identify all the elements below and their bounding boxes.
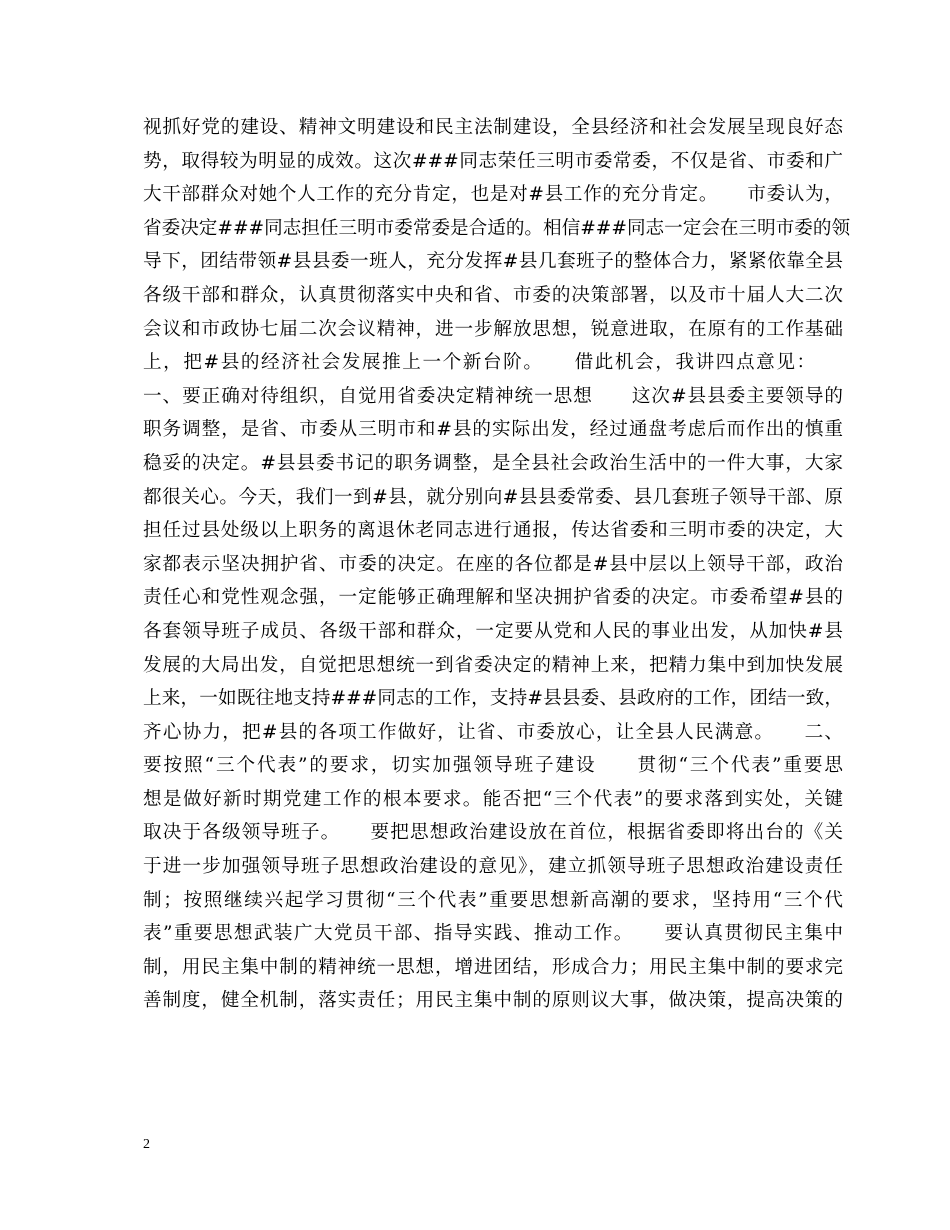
text-line: 省委决定###同志担任三明市委常委是合适的。相信###同志一定会在三明市委的领	[143, 217, 851, 239]
text-line: 一、要正确对待组织，自觉用省委决定精神统一思想 这次#县县委主要领导的	[143, 385, 843, 407]
text-line: 大干部群众对她个人工作的充分肯定，也是对#县工作的充分肯定。 市委认为，	[143, 184, 843, 206]
text-line: 善制度，健全机制，落实责任；用民主集中制的原则议大事，做决策，提高决策的	[143, 990, 843, 1012]
text-line: 表”重要思想武装广大党员干部、指导实践、推动工作。 要认真贯彻民主集中	[143, 923, 843, 945]
body-text	[143, 111, 851, 1018]
text-line: 责任心和党性观念强，一定能够正确理解和坚决拥护省委的决定。市委希望#县的	[143, 587, 843, 609]
text-line: 发展的大局出发，自觉把思想统一到省委决定的精神上来，把精力集中到加快发展	[143, 654, 843, 676]
text-line: 稳妥的决定。#县县委书记的职务调整，是全县社会政治生活中的一件大事，大家	[143, 452, 843, 474]
text-line: 都很关心。今天，我们一到#县，就分别向#县县委常委、县几套班子领导干部、原	[143, 486, 843, 508]
text-line: 要按照“三个代表”的要求，切实加强领导班子建设 贯彻“三个代表”重要思	[143, 755, 843, 777]
text-line: 视抓好党的建设、精神文明建设和民主法制建设，全县经济和社会发展呈现良好态	[143, 117, 843, 138]
text-line: 齐心协力，把#县的各项工作做好，让省、市委放心，让全县人民满意。 二、	[143, 721, 843, 743]
text-line: 想是做好新时期党建工作的根本要求。能否把“三个代表”的要求落到实处，关键	[143, 788, 843, 810]
text-line: 担任过县处级以上职务的离退休老同志进行通报，传达省委和三明市委的决定，大	[143, 520, 843, 542]
text-line: 上，把#县的经济社会发展推上一个新台阶。 借此机会，我讲四点意见：	[143, 352, 843, 374]
text-line: 各套领导班子成员、各级干部和群众，一定要从党和人民的事业出发，从加快#县	[143, 620, 843, 642]
text-line: 会议和市政协七届二次会议精神，进一步解放思想，锐意进取，在原有的工作基础	[143, 318, 843, 340]
text-line: 势，取得较为明显的成效。这次###同志荣任三明市委常委，不仅是省、市委和广	[143, 150, 843, 172]
page-number: 2	[143, 1137, 150, 1152]
text-line: 各级干部和群众，认真贯彻落实中央和省、市委的决策部署，以及市十届人大二次	[143, 284, 843, 306]
text-line: 导下，团结带领#县县委一班人，充分发挥#县几套班子的整体合力，紧紧依靠全县	[143, 251, 843, 273]
text-line: 取决于各级领导班子。 要把思想政治建设放在首位，根据省委即将出台的《关	[143, 822, 843, 844]
text-line: 于进一步加强领导班子思想政治建设的意见》，建立抓领导班子思想政治建设责任	[143, 856, 843, 878]
text-line: 上来，一如既往地支持###同志的工作，支持#县县委、县政府的工作，团结一致，	[143, 688, 843, 710]
text-line: 制，用民主集中制的精神统一思想，增进团结，形成合力；用民主集中制的要求完	[143, 956, 843, 978]
text-line: 职务调整，是省、市委从三明市和#县的实际出发，经过通盘考虑后而作出的慎重	[143, 419, 843, 441]
text-line: 家都表示坚决拥护省、市委的决定。在座的各位都是#县中层以上领导干部，政治	[143, 553, 843, 575]
text-line: 制；按照继续兴起学习贯彻“三个代表”重要思想新高潮的要求，坚持用“三个代	[143, 889, 843, 911]
